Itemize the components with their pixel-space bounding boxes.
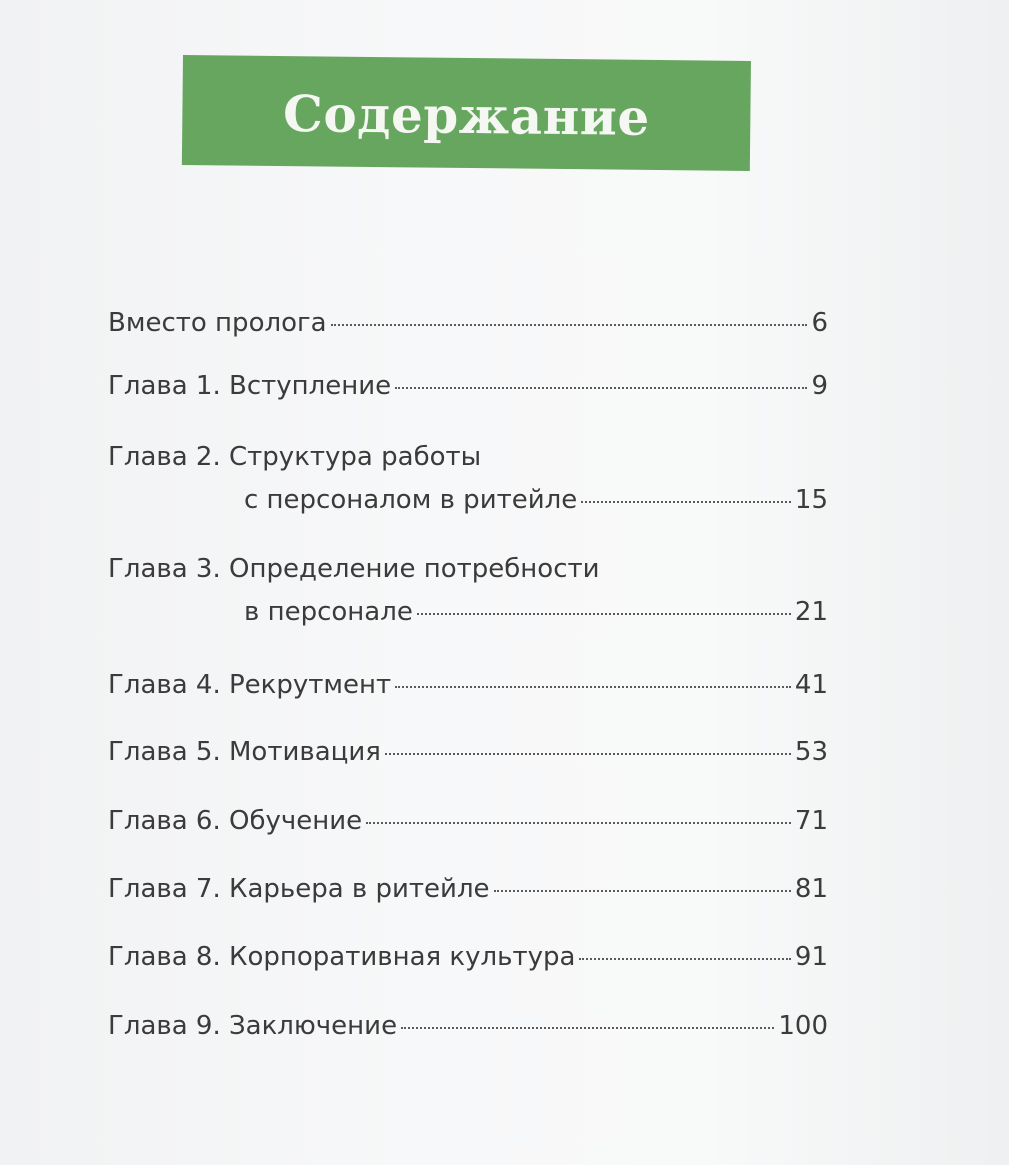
toc-entry-page: 100 [778, 1011, 828, 1041]
dot-leader [395, 686, 791, 688]
dot-leader [366, 822, 791, 824]
toc-entry-chapter-8 [108, 940, 828, 974]
toc-entry-prologue [108, 306, 828, 340]
dot-leader [385, 753, 791, 755]
toc-entry-title: Глава 8. Корпоративная культура [108, 942, 576, 972]
title-banner [182, 55, 751, 171]
toc-entry-title: Глава 7. Карьера в ритейле [108, 874, 490, 904]
toc-entry-page: 53 [794, 737, 828, 767]
toc-entry-title: Глава 9. Заключение [108, 1011, 398, 1041]
toc-entry-page: 81 [794, 874, 828, 904]
toc-entry-page: 15 [794, 485, 828, 515]
toc-entry-page: 21 [794, 597, 828, 627]
toc-entry-title-continuation: в персонале [244, 597, 413, 627]
dot-leader [581, 501, 791, 503]
toc-entry-title: Глава 4. Рекрутмент [108, 670, 392, 700]
dot-leader [494, 890, 791, 892]
dot-leader [417, 613, 791, 615]
toc-entry-title-continuation: с персоналом в ритейле [244, 485, 578, 515]
toc-entry-page: 91 [794, 942, 828, 972]
toc-entry-title: Глава 6. Обучение [108, 806, 363, 836]
toc-entry-chapter-3 [108, 552, 828, 629]
toc-entry-page: 6 [811, 308, 828, 338]
toc-entry-chapter-9 [108, 1009, 828, 1043]
dot-leader [331, 324, 808, 326]
toc-entry-title: Глава 1. Вступление [108, 371, 392, 401]
toc-entry-chapter-7 [108, 872, 828, 906]
toc-entry-title: Вместо пролога [108, 308, 327, 338]
toc-entry-title: Глава 2. Структура работы [108, 442, 482, 472]
dot-leader [395, 387, 807, 389]
toc-entry-page: 41 [794, 670, 828, 700]
toc-entry-chapter-4 [108, 668, 828, 702]
dot-leader [579, 958, 790, 960]
page-title: Содержание [282, 83, 650, 147]
toc-entry-chapter-2 [108, 440, 828, 517]
dot-leader [401, 1027, 774, 1029]
toc-entry-title: Глава 3. Определение потребности [108, 554, 600, 584]
toc-entry-chapter-5 [108, 735, 828, 769]
toc-entry-chapter-1 [108, 369, 828, 403]
toc-entry-chapter-6 [108, 804, 828, 838]
toc-entry-page: 9 [811, 371, 828, 401]
toc-entry-page: 71 [794, 806, 828, 836]
toc-entry-title: Глава 5. Мотивация [108, 737, 381, 767]
